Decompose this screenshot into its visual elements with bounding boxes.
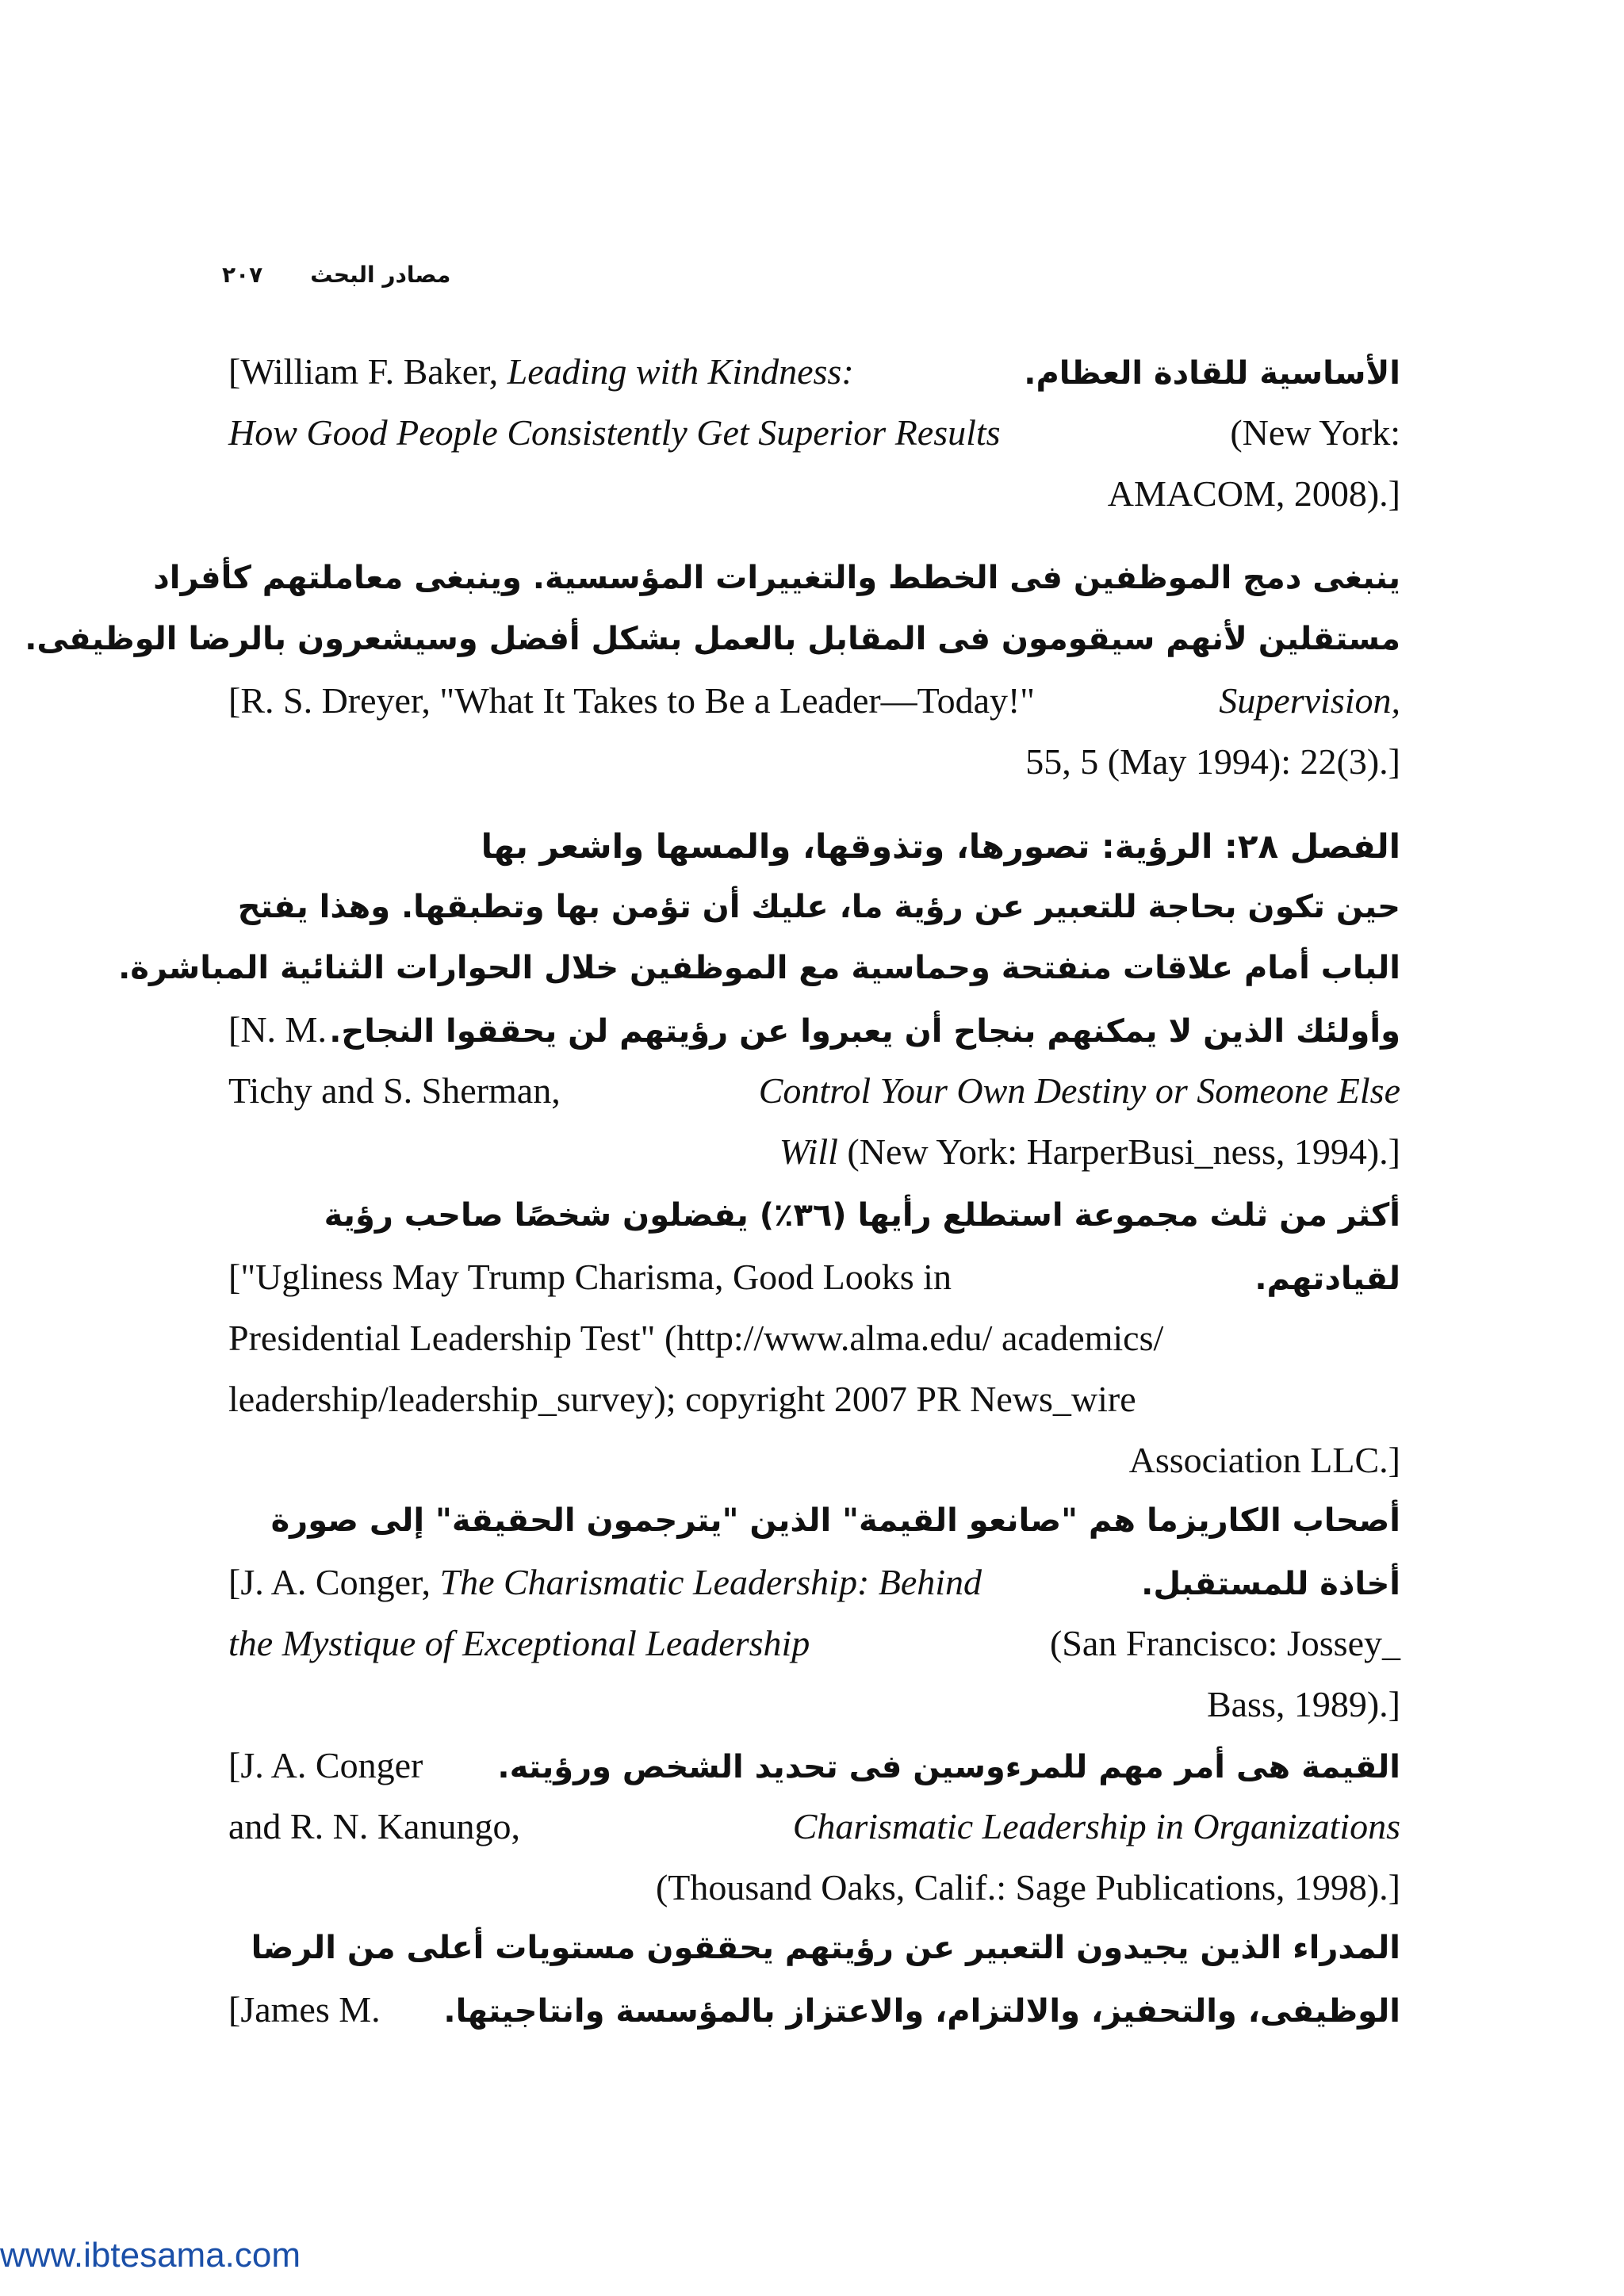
- arabic-text: الأساسية للقادة العظام.: [1024, 355, 1400, 392]
- page-number: ٢٠٧: [222, 262, 263, 288]
- entry-1-line-3: AMACOM, 2008).]: [1107, 473, 1400, 514]
- entry-4-mixed-line: [228, 1246, 1400, 1307]
- book-title: Control Your Own Destiny or Someone Else: [758, 1070, 1400, 1111]
- arabic-text: وأولئك الذين لا يمكنهم بنجاح أن يعبروا عن رؤيتهم لن يحققوا النجاح.: [329, 1013, 1400, 1050]
- journal-title: Supervision,: [1219, 680, 1400, 721]
- citation-text: (San Francisco: Jossey_: [1049, 1623, 1400, 1663]
- chapter-heading: الفصل ٢٨: الرؤية: تصورها، وتذوقها، والمسها واشعر بها: [481, 827, 1400, 866]
- entry-2-arabic-2: مستقلين لأنهم سيقومون فى المقابل بالعمل بشكل أفضل وسيشعرون بالرضا الوظيفى.: [25, 621, 1400, 657]
- page-header: [222, 262, 539, 288]
- entry-3-citation-3: [228, 1121, 1400, 1182]
- citation-text: Tichy and S. Sherman,: [228, 1070, 561, 1111]
- citation-text: [J. A. Conger,: [228, 1562, 431, 1602]
- entry-7-mixed-line: [228, 1979, 1400, 2040]
- watermark-url: www.ibtesama.com: [0, 2236, 301, 2275]
- entry-6-citation-2: [228, 1796, 1400, 1857]
- entry-1-line-1: [228, 341, 1400, 402]
- citation-text: and R. N. Kanungo,: [228, 1806, 520, 1846]
- entry-4-arabic-1: أكثر من ثلث مجموعة استطلع رأيها (٣٦٪) يفضلون شخصًا صاحب رؤية: [324, 1197, 1400, 1234]
- entry-3-arabic-2: الباب أمام علاقات منفتحة وحماسية مع الموظفين خلال الحوارات الثنائية المباشرة.: [118, 950, 1400, 986]
- book-title: Will: [779, 1131, 838, 1172]
- citation-text: [William F. Baker,: [228, 351, 499, 392]
- citation-text: ["Ugliness May Trump Charisma, Good Looks in: [228, 1257, 952, 1297]
- entry-3-arabic-1: حين تكون بحاجة للتعبير عن رؤية ما، عليك أن تؤمن بها وتطبقها. وهذا يفتح: [237, 889, 1400, 925]
- page-body: [25, 341, 1400, 2040]
- entry-5-mixed-line: [228, 1552, 1400, 1613]
- arabic-text: لقيادتهم.: [1254, 1261, 1400, 1297]
- entry-4-citation-3: leadership/leadership_survey); copyright 2007 PR News_wire: [228, 1379, 1136, 1419]
- citation-text: [R. S. Dreyer, "What It Takes to Be a Leader—Today!": [228, 680, 1036, 721]
- arabic-text: أخاذة للمستقبل.: [1141, 1566, 1400, 1602]
- book-title: How Good People Consistently Get Superior Results: [228, 412, 1001, 453]
- citation-text: [James M.: [228, 1989, 381, 2030]
- entry-2-citation-2: 55, 5 (May 1994): 22(3).]: [1025, 741, 1400, 782]
- entry-6-citation-3: (Thousand Oaks, Calif.: Sage Publications, 1998).]: [655, 1867, 1400, 1908]
- entry-6-mixed-line: [228, 1735, 1400, 1796]
- entry-3-mixed-line: [228, 999, 1400, 1060]
- citation-text: (New York:: [1230, 412, 1400, 453]
- entry-4-citation-2: Presidential Leadership Test" (http://www.alma.edu/ academics/: [228, 1318, 1164, 1358]
- entry-1-line-2: [228, 402, 1400, 463]
- entry-5-arabic-1: أصحاب الكاريزما هم "صانعو القيمة" الذين "يترجمون الحقيقة" إلى صورة: [270, 1502, 1400, 1539]
- citation-text: (New York: HarperBusi_ness, 1994).]: [847, 1131, 1400, 1172]
- entry-4-citation-4: Association LLC.]: [1128, 1440, 1400, 1480]
- entry-3-citation-2: [228, 1060, 1400, 1121]
- entry-2-citation-1: [228, 670, 1400, 731]
- entry-5-citation-3: Bass, 1989).]: [1206, 1684, 1400, 1724]
- arabic-text: الوظيفى، والتحفيز، والالتزام، والاعتزاز بالمؤسسة وانتاجيتها.: [443, 1993, 1400, 2030]
- book-title: The Charismatic Leadership: Behind: [439, 1562, 982, 1602]
- book-title: Charismatic Leadership in Organizations: [792, 1806, 1400, 1846]
- citation-text: [N. M.: [228, 1009, 327, 1050]
- citation-text: [J. A. Conger: [228, 1745, 423, 1785]
- entry-5-citation-2: [228, 1613, 1400, 1674]
- entry-2-arabic-1: ينبغى دمج الموظفين فى الخطط والتغييرات المؤسسية. وينبغى معاملتهم كأفراد: [153, 560, 1400, 596]
- book-title: Leading with Kindness:: [507, 351, 854, 392]
- book-title: the Mystique of Exceptional Leadership: [228, 1623, 810, 1663]
- entry-7-arabic-1: المدراء الذين يجيدون التعبير عن رؤيتهم يحققون مستويات أعلى من الرضا: [251, 1930, 1400, 1966]
- running-title: مصادر البحث: [310, 262, 451, 288]
- arabic-text: القيمة هى أمر مهم للمرءوسين فى تحديد الشخص ورؤيته.: [497, 1749, 1400, 1785]
